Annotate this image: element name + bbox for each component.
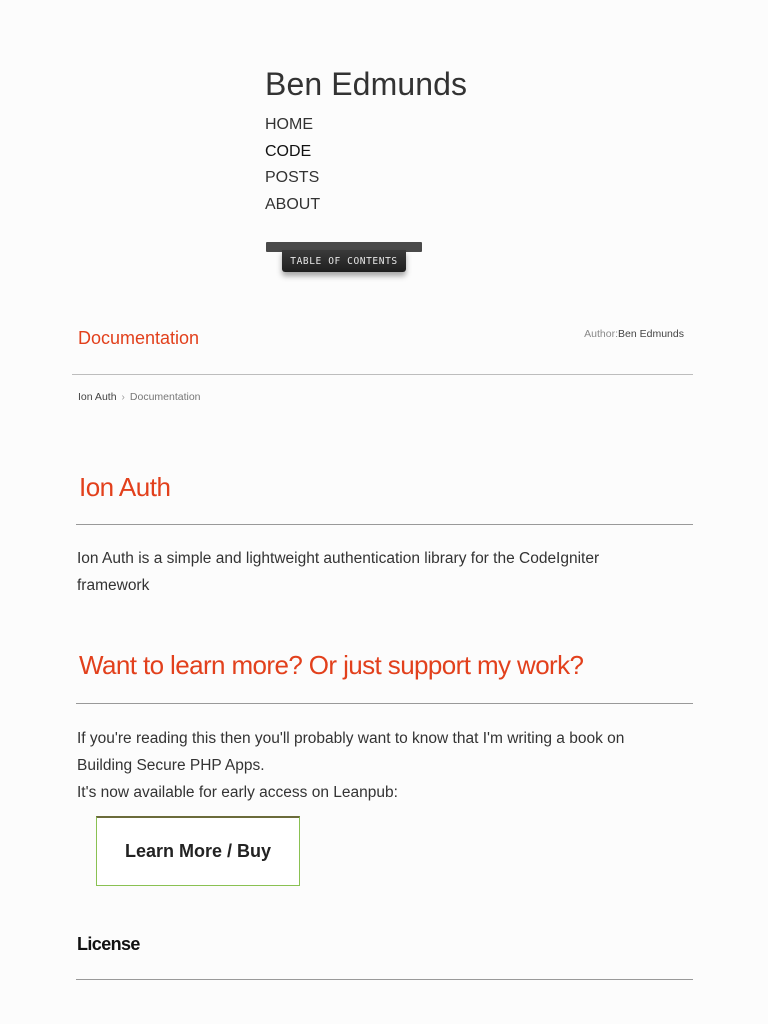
breadcrumb <box>78 391 201 403</box>
author-label: Author: <box>584 328 619 340</box>
support-line: If you're reading this then you'll probably want to know that I'm writing a book on <box>77 730 625 747</box>
divider <box>72 374 693 375</box>
page-title: Documentation <box>78 328 200 348</box>
section-heading-ion-auth: Ion Auth <box>79 472 171 502</box>
divider <box>76 979 693 980</box>
table-of-contents-tab <box>266 242 422 274</box>
breadcrumb-separator: › <box>121 391 125 403</box>
site-title[interactable]: Ben Edmunds <box>265 66 468 102</box>
support-line: Building Secure PHP Apps. <box>77 757 265 774</box>
nav-item-about[interactable]: ABOUT <box>265 196 321 214</box>
intro-line: Ion Auth is a simple and lightweight authentication library for the CodeIgniter <box>77 550 600 567</box>
intro-paragraph <box>77 545 599 599</box>
support-line: It's now available for early access on Leanpub: <box>77 784 398 801</box>
nav-item-home[interactable]: HOME <box>265 116 313 133</box>
learn-more-buy-button[interactable]: Learn More / Buy <box>96 816 300 886</box>
author-name: Ben Edmunds <box>618 328 684 340</box>
section-heading-license: License <box>77 934 140 954</box>
section-heading-support: Want to learn more? Or just support my work? <box>79 650 584 680</box>
support-paragraph <box>77 725 624 806</box>
nav-item-code[interactable]: CODE <box>265 142 312 160</box>
breadcrumb-item-ion-auth[interactable]: Ion Auth <box>78 391 117 403</box>
nav-item-posts[interactable]: POSTS <box>265 169 320 187</box>
divider <box>76 703 693 704</box>
table-of-contents-button[interactable]: TABLE OF CONTENTS <box>282 250 406 272</box>
divider <box>76 524 693 525</box>
intro-line: framework <box>77 577 150 594</box>
breadcrumb-item-documentation[interactable]: Documentation <box>129 391 201 403</box>
main-nav <box>265 112 320 219</box>
author-info <box>584 328 684 340</box>
